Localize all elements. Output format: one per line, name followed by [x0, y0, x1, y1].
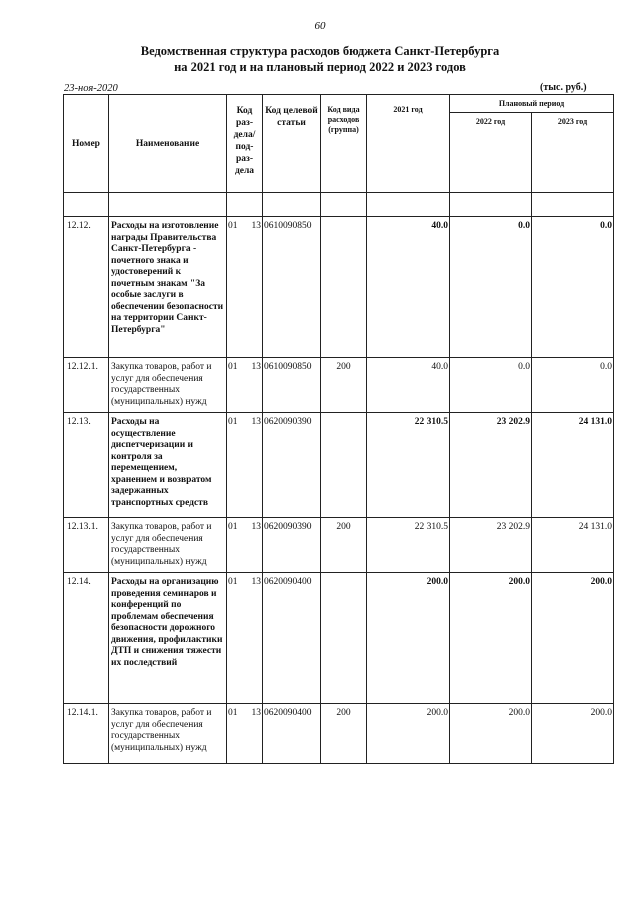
row-2022: 23 202.9	[450, 413, 532, 518]
row-prz: 13	[251, 577, 261, 587]
row-2021: 200.0	[367, 573, 450, 704]
header-number: Номер	[64, 95, 109, 193]
row-2022: 200.0	[450, 573, 532, 704]
row-expense-type	[321, 217, 367, 358]
row-rz: 01	[228, 417, 238, 427]
row-prz: 13	[251, 417, 261, 427]
row-2023: 0.0	[532, 217, 614, 358]
row-number: 12.13.	[64, 413, 109, 518]
row-2021: 40.0	[367, 217, 450, 358]
document-title-line2: на 2021 год и на плановый период 2022 и 2023 годов	[174, 60, 466, 74]
header-section-code: Код раз-дела/ под-раз-дела	[227, 95, 263, 193]
row-section	[227, 573, 263, 704]
row-2023: 200.0	[532, 704, 614, 764]
table-row	[64, 518, 614, 573]
row-rz: 01	[228, 221, 238, 231]
row-rz: 01	[228, 522, 238, 532]
row-number: 12.14.	[64, 573, 109, 704]
row-name: Расходы на осуществление диспетчеризации и контроля за перемещением, хранением и возвратом задержанных транспортных средств	[109, 413, 227, 518]
row-prz: 13	[251, 221, 261, 231]
header-expense-type-code: Код вида расходов (группа)	[321, 95, 367, 193]
row-2023: 24 131.0	[532, 518, 614, 573]
row-prz: 13	[251, 708, 261, 718]
row-expense-type: 200	[321, 704, 367, 764]
row-expense-type	[321, 413, 367, 518]
row-2023: 24 131.0	[532, 413, 614, 518]
row-2021: 200.0	[367, 704, 450, 764]
table-row	[64, 358, 614, 413]
header-2023: 2023 год	[532, 113, 614, 193]
table-row	[64, 413, 614, 518]
row-name: Закупка товаров, работ и услуг для обеспечения государственных (муниципальных) нужд	[109, 704, 227, 764]
row-2021: 40.0	[367, 358, 450, 413]
page-number: 60	[314, 20, 326, 32]
header-name: Наименование	[109, 95, 227, 193]
header-2022: 2022 год	[450, 113, 532, 193]
spacer-row	[64, 193, 614, 217]
row-2022: 23 202.9	[450, 518, 532, 573]
row-target-code: 0610090850	[263, 217, 321, 358]
row-name: Закупка товаров, работ и услуг для обеспечения государственных (муниципальных) нужд	[109, 518, 227, 573]
budget-table	[63, 94, 614, 764]
header-plan-period: Плановый период	[450, 95, 614, 113]
row-target-code: 0610090850	[263, 358, 321, 413]
document-title-line1: Ведомственная структура расходов бюджета Санкт-Петербурга	[140, 44, 500, 58]
row-target-code: 0620090390	[263, 413, 321, 518]
row-prz: 13	[251, 362, 261, 372]
row-target-code: 0620090400	[263, 573, 321, 704]
table-row	[64, 217, 614, 358]
row-2022: 0.0	[450, 217, 532, 358]
row-rz: 01	[228, 577, 238, 587]
row-section	[227, 358, 263, 413]
row-number: 12.12.	[64, 217, 109, 358]
row-rz: 01	[228, 708, 238, 718]
table-row	[64, 573, 614, 704]
row-name: Расходы на организацию проведения семинаров и конференций по проблемам обеспечения безопасности дорожного движения, профилактики ДТП и снижения тяжести их последствий	[109, 573, 227, 704]
row-section	[227, 518, 263, 573]
row-2023: 200.0	[532, 573, 614, 704]
row-expense-type: 200	[321, 518, 367, 573]
header-target-code: Код целевой статьи	[263, 95, 321, 193]
row-number: 12.12.1.	[64, 358, 109, 413]
table-row	[64, 704, 614, 764]
row-2022: 0.0	[450, 358, 532, 413]
row-2022: 200.0	[450, 704, 532, 764]
row-2021: 22 310.5	[367, 413, 450, 518]
row-2021: 22 310.5	[367, 518, 450, 573]
row-target-code: 0620090400	[263, 704, 321, 764]
row-expense-type	[321, 573, 367, 704]
row-section	[227, 217, 263, 358]
row-expense-type: 200	[321, 358, 367, 413]
row-prz: 13	[251, 522, 261, 532]
row-target-code: 0620090390	[263, 518, 321, 573]
header-2021: 2021 год	[367, 95, 450, 193]
row-rz: 01	[228, 362, 238, 372]
row-section	[227, 413, 263, 518]
row-name: Расходы на изготовление награды Правительства Санкт-Петербурга - почетного знака и удостоверений к почетным знакам "За особые заслуги в обеспечении безопасности на территории Санкт-Петербурга"	[109, 217, 227, 358]
row-number: 12.13.1.	[64, 518, 109, 573]
row-number: 12.14.1.	[64, 704, 109, 764]
row-2023: 0.0	[532, 358, 614, 413]
units-label: (тыс. руб.)	[540, 82, 587, 93]
row-section	[227, 704, 263, 764]
document-date: 23-ноя-2020	[64, 83, 118, 94]
row-name: Закупка товаров, работ и услуг для обеспечения государственных (муниципальных) нужд	[109, 358, 227, 413]
